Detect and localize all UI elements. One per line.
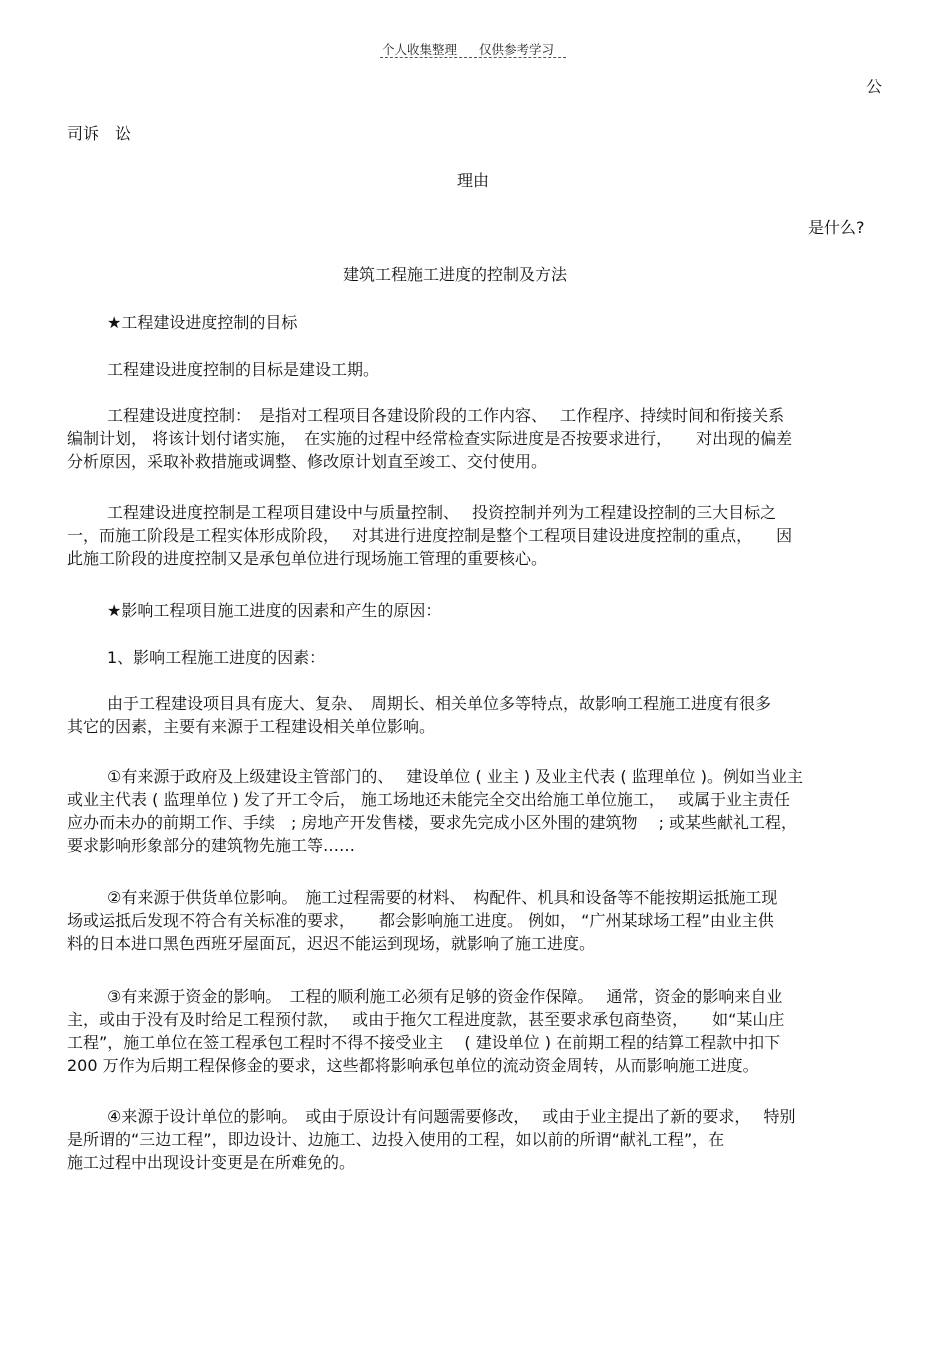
paragraph-line: 场或运抵后发现不符合有关标准的要求， 都会影响施工进度。 例如， “广州某球场工程”由业主供 — [67, 911, 774, 930]
paragraph-line: ③有来源于资金的影响。 工程的顺利施工必须有足够的资金作保障。 通常，资金的影响来自业 — [107, 987, 783, 1006]
paragraph-line: 工程”，施工单位在签工程承包工程时不得不接受业主 ( 建设单位 ) 在前期工程的结算工程款中扣下 — [67, 1033, 781, 1052]
section1-paragraph-2 — [67, 404, 885, 473]
header-left-text: 个人收集整理 — [382, 42, 458, 57]
section2-paragraph-1 — [67, 692, 885, 738]
paragraph-line: 工程建设进度控制： 是指对工程项目各建设阶段的工作内容、 工作程序、持续时间和衔接关系 — [107, 406, 785, 425]
paragraph-line: 料的日本进口黑色西班牙屋面瓦，迟迟不能运到现场，就影响了施工进度。 — [67, 934, 596, 953]
paragraph-line: ④来源于设计单位的影响。 或由于原设计有问题需要修改， 或由于业主提出了新的要求， 特别 — [107, 1107, 796, 1126]
paragraph-line: 要求影响形象部分的建筑物先施工等…… — [67, 836, 356, 855]
section2-heading: ★影响工程项目施工进度的因素和产生的原因： — [107, 601, 442, 620]
paragraph-line: 编制计划， 将该计划付诸实施， 在实施的过程中经常检查实际进度是否按要求进行， 对出现的偏差 — [67, 429, 793, 448]
paragraph-line: 分析原因，采取补救措施或调整、修改原计划直至竣工、交付使用。 — [67, 452, 548, 471]
section1-paragraph-3 — [67, 501, 885, 570]
fragment-shishenme: 是什么? — [808, 218, 865, 237]
fragment-liyou: 理由 — [457, 171, 490, 190]
fragment-gong: 公 — [866, 77, 883, 96]
paragraph-line: 由于工程建设项目具有庞大、复杂、 周期长、相关单位多等特点，故影响工程施工进度有很多 — [107, 694, 772, 713]
paragraph-line: ②有来源于供货单位影响。 施工过程需要的材料、 构配件、机具和设备等不能按期运抵施工现 — [107, 888, 778, 907]
paragraph-line: 其它的因素，主要有来源于工程建设相关单位影响。 — [67, 717, 436, 736]
section1-paragraph-1: 工程建设进度控制的目标是建设工期。 — [107, 360, 380, 379]
page-header — [382, 40, 554, 58]
section1-heading: ★工程建设进度控制的目标 — [107, 313, 298, 332]
paragraph-line: 工程建设进度控制是工程项目建设中与质量控制、 投资控制并列为工程建设控制的三大目标之 — [107, 503, 777, 522]
paragraph-line: 施工过程中出现设计变更是在所难免的。 — [67, 1153, 356, 1172]
header-divider — [380, 57, 566, 58]
paragraph-line: 应办而未办的前期工作、手续 ; 房地产开发售楼，要求先完成小区外围的建筑物 ; 或某些献礼工程， — [67, 813, 798, 832]
document-title: 建筑工程施工进度的控制及方法 — [343, 265, 568, 284]
header-right-text: 仅供参考学习 — [479, 42, 555, 57]
paragraph-line: ①有来源于政府及上级建设主管部门的、 建设单位 ( 业主 ) 及业主代表 ( 监理单位 )。例如当业主 — [107, 767, 804, 786]
paragraph-line: 是所谓的“三边工程”，即边设计、边施工、边投入使用的工程，如以前的所谓“献礼工程”，在 — [67, 1130, 725, 1149]
paragraph-line: 主，或由于没有及时给足工程预付款， 或由于拖欠工程进度款，甚至要求承包商垫资， 如“某山庄 — [67, 1010, 785, 1029]
section2-subheading: 1、影响工程施工进度的因素： — [107, 648, 326, 667]
section2-item-3 — [67, 985, 885, 1077]
paragraph-line: 此施工阶段的进度控制又是承包单位进行现场施工管理的重要核心。 — [67, 549, 548, 568]
section2-item-1 — [67, 765, 885, 857]
paragraph-line: 200 万作为后期工程保修金的要求，这些都将影响承包单位的流动资金周转，从而影响施工进度。 — [67, 1056, 759, 1075]
section2-item-4 — [67, 1105, 885, 1174]
fragment-sisong: 司诉 讼 — [67, 124, 132, 143]
paragraph-line: 一，而施工阶段是工程实体形成阶段， 对其进行进度控制是整个工程项目建设进度控制的重点， 因 — [67, 526, 793, 545]
section2-item-2 — [67, 886, 885, 955]
paragraph-line: 或业主代表 ( 监理单位 ) 发了开工令后， 施工场地还未能完全交出给施工单位施工， 或属于业主责任 — [67, 790, 791, 809]
